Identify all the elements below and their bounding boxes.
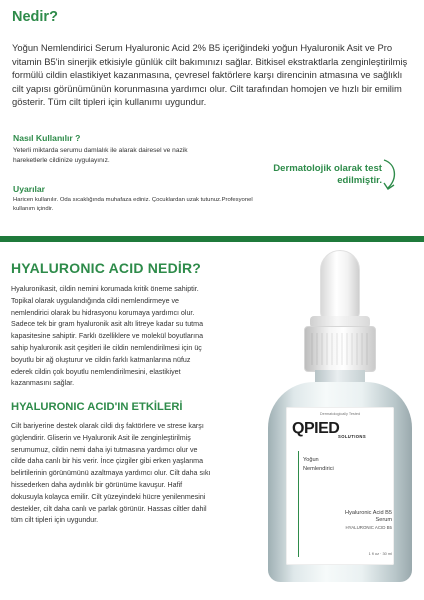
label-tr-line2: Nemlendirici (303, 466, 334, 472)
bottle-label (286, 407, 394, 565)
label-accent-line (298, 451, 299, 557)
usage-paragraph: Yeterli miktarda serumu damlalık ile alarak dairesel ve nazik hareketlerle cildinize uygulayınız. (13, 147, 188, 164)
top-section (0, 0, 424, 233)
warnings-heading: Uyarılar (13, 184, 46, 194)
label-tr-line1: Yoğun (303, 457, 319, 463)
curved-arrow-icon (380, 158, 402, 196)
effects-paragraph: Cilt bariyerine destek olarak cildi dış faktörlere ve strese karşı güçlendirir. Gliserin ve Hyaluronik Asit ile zenginleştirilmiş serumumuz, cildin nemi daha iyi tutmasına yardımcı olur ve cilde daha canlı bir his verir. İnce çizgiler gibi erken yaşlanma belirtilerinin görünümünü azaltmaya yardımcı olur. Cilt daha sıkı hissederken daha aydınlık bir görünüme kavuşur. Hafif dokusuyla kolayca emilir. Cilt yüzeyindeki hücre yenilenmesini destekler, cilt daha canlı ve parlak görünür. Hassas ciltler dahil tüm cilt tipleri için uygundur. (11, 422, 211, 525)
label-tested-text: Dermatologically Tested (319, 412, 361, 416)
nedir-paragraph: Yoğun Nemlendirici Serum Hyaluronic Acid 2% B5 içeriğindeki yoğun Hyaluronik Asit ve Pro vitamin B5'in sinerjik etkisiyle günlük cilt bakımınızı sağlar. Bitkisel ekstraktlarla zenginleştirilmiş formülü cildin elastikiyet kazanmasına, çevresel faktörlere karşı direncinin atmasına ve sağlıklı cilt yapısı görünümünün korunmasına yardımcı olur. Cilt tarafından homojen ve hızlı bir emilim gösterir. Tüm cilt tipleri için kullanımı uygundur. (12, 42, 408, 108)
effects-heading: HYALURONIC ACID'IN ETKİLERİ (11, 401, 183, 413)
dermatology-tested-note: Dermatolojik olarak test edilmiştir. (273, 163, 382, 186)
bottom-section (0, 242, 424, 600)
brand-logo: QPIED (292, 420, 340, 437)
nedir-heading: Nedir? (12, 9, 58, 25)
label-en-line3: HYALURONIC ACID B5 (345, 525, 392, 530)
brand-subtitle: SOLUTIONS (338, 434, 367, 439)
hyaluronic-acid-heading: HYALURONIC ACID NEDİR? (11, 260, 202, 276)
serum-bottle-image (220, 242, 424, 600)
label-en-line2: Serum (375, 517, 392, 523)
hyaluronic-acid-paragraph: Hyaluronikasit, cildin nemini korumada kritik öneme sahiptir. Topikal olarak uygulandığında cildi nemlendirmeye ve nemlendirici olarak bu hidrasyonu korumaya yardımcı olur. Sadece tek bir gram hyaluronik asit altı litreye kadar su tutma kapasitesine sahiptir. Farklı özelliklere ve molekül boyutlarına sahip hyaluronik asit çeşitleri ile cildin nemlendirilmesi için üç boyutlu bir ağ oluşturur ve cildin farklı katmanlarına nüfuz ederek cildin çok boyutlu nemlendirilmesini, elastikiyet kazanmasını sağlar. (11, 285, 204, 388)
usage-heading: Nasıl Kullanılır ? (13, 133, 81, 143)
dropper-cap (304, 326, 376, 372)
warnings-paragraph: Haricen kullanılır. Oda sıcaklığında muhafaza ediniz. Çocuklardan uzak tutunuz.Profesyonel kullanım içindir. (13, 197, 253, 213)
label-en-line1: Hyaluronic Acid B5 (345, 510, 392, 516)
label-volume: 1 fl oz · 30 ml (368, 551, 392, 556)
dropper-bulb (320, 250, 360, 322)
